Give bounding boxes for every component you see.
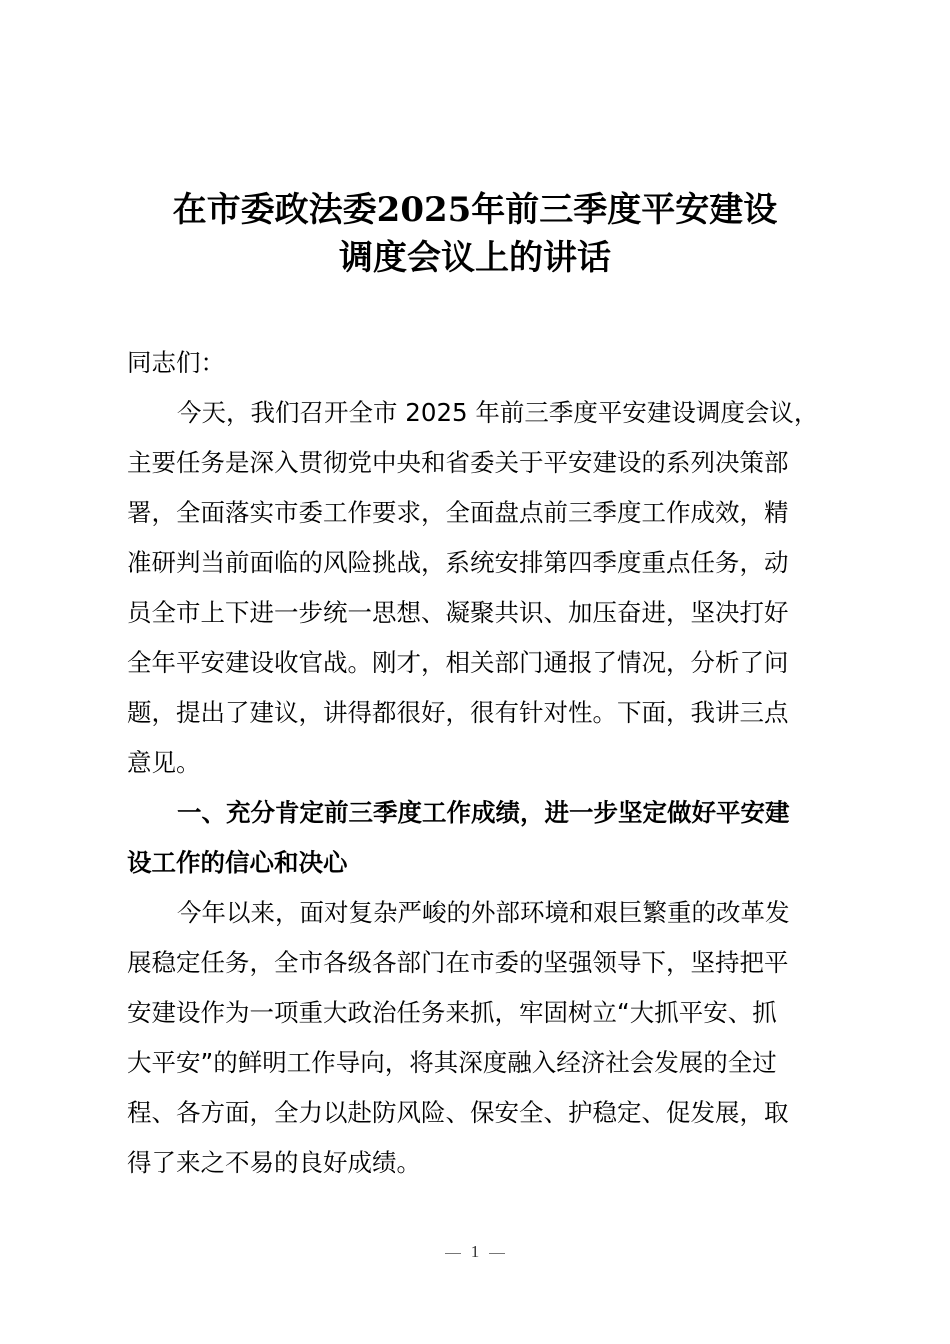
paragraph-intro xyxy=(127,388,827,788)
page-number: 1 xyxy=(470,1242,480,1261)
section-heading-1 xyxy=(127,788,827,888)
text-line: 主要任务是深入贯彻党中央和省委关于平安建设的系列决策部 xyxy=(127,448,789,477)
title-line: 在市委政法委2025年前三季度平安建设 xyxy=(172,190,778,230)
text-line: 程、各方面，全力以赴防风险、保安全、护稳定、促发展，取 xyxy=(127,1098,789,1127)
document-body xyxy=(127,338,827,1188)
page-footer xyxy=(0,1242,950,1262)
text-line: 得了来之不易的良好成绩。 xyxy=(127,1148,421,1177)
salutation: 同志们： xyxy=(127,348,225,377)
text-line: 全年平安建设收官战。刚才，相关部门通报了情况，分析了问 xyxy=(127,648,789,677)
text-line: 今年以来，面对复杂严峻的外部环境和艰巨繁重的改革发 xyxy=(177,898,790,927)
text-line: 署，全面落实市委工作要求，全面盘点前三季度工作成效，精 xyxy=(127,498,789,527)
text-line: 员全市上下进一步统一思想、凝聚共识、加压奋进，坚决打好 xyxy=(127,598,789,627)
text-line: 意见。 xyxy=(127,748,201,777)
heading-line: 一、充分肯定前三季度工作成绩，进一步坚定做好平安建 xyxy=(177,798,790,827)
text-line: 今天，我们召开全市 2025 年前三季度平安建设调度会议， xyxy=(177,398,819,427)
text-line: 安建设作为一项重大政治任务来抓，牢固树立“大抓平安、抓 xyxy=(127,998,777,1027)
document-title xyxy=(120,186,830,282)
dash-left xyxy=(445,1253,461,1254)
text-line: 题，提出了建议，讲得都很好，很有针对性。下面，我讲三点 xyxy=(127,698,789,727)
dash-right xyxy=(489,1253,505,1254)
text-line: 展稳定任务，全市各级各部门在市委的坚强领导下，坚持把平 xyxy=(127,948,789,977)
title-line: 调度会议上的讲话 xyxy=(339,238,611,278)
text-line: 大平安”的鲜明工作导向，将其深度融入经济社会发展的全过 xyxy=(127,1048,777,1077)
heading-line: 设工作的信心和决心 xyxy=(127,848,348,877)
paragraph-achievements xyxy=(127,888,827,1188)
text-line: 准研判当前面临的风险挑战，系统安排第四季度重点任务，动 xyxy=(127,548,789,577)
